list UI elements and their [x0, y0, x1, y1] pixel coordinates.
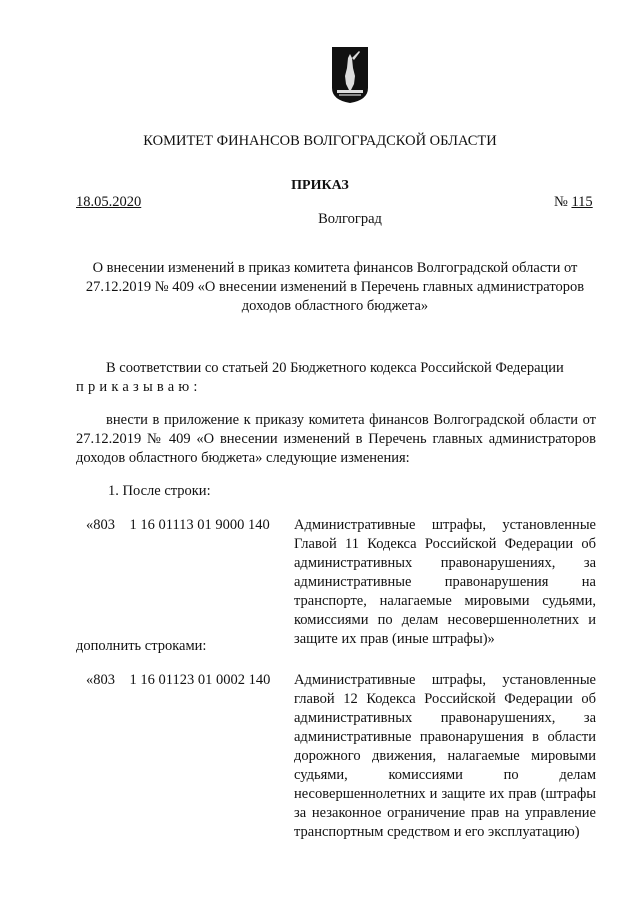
coat-of-arms-emblem	[331, 46, 369, 104]
number-prefix: №	[554, 194, 568, 210]
item-1: 1. После строки:	[108, 483, 211, 499]
instruction-paragraph: внести в приложение к приказу комитета финансов Волгоградской области от 27.12.2019 № 409 «О внесении изменений в Перечень главных администраторов доходов областного бюджета» следующие изменения:	[76, 412, 596, 466]
number-value: 115	[571, 194, 593, 210]
intro-line: В соответствии со статьей 20 Бюджетного кодекса Российской Федерации	[106, 360, 564, 376]
city-name: Волгоград	[318, 211, 382, 227]
order-word: приказываю:	[76, 379, 202, 395]
ministry-name: КОМИТЕТ ФИНАНСОВ ВОЛГОГРАДСКОЙ ОБЛАСТИ	[143, 133, 497, 149]
row2-code: «803 1 16 01123 01 0002 140	[86, 672, 271, 688]
row2-description: Административные штрафы, установленные главой 12 Кодекса Российской Федерации об административных правонарушениях, за административные правонарушения в области дорожного движения, налагаемые мировыми судьями, комиссиями по делам несовершеннолетних и защите их прав (штрафы за незаконное ограничение прав на управление транспортным средством и его эксплуатацию)	[294, 672, 596, 840]
order-date: 18.05.2020	[76, 194, 142, 210]
order-title: ПРИКАЗ	[291, 178, 349, 193]
row1-code: «803 1 16 01113 01 9000 140	[86, 517, 270, 533]
supplement-line: дополнить строками:	[76, 638, 207, 654]
row1-description: Административные штрафы, установленные Главой 11 Кодекса Российской Федерации об административных правонарушениях, за административные правонарушения на транспорте, налагаемые мировыми судьями, комиссиями по делам несовершеннолетних и защите их прав (иные штрафы)»	[294, 517, 596, 647]
order-subject: О внесении изменений в приказ комитета финансов Волгоградской области от 27.12.2019 № 409 «О внесении изменений в Перечень главных администраторов доходов областного бюджета»	[85, 260, 585, 314]
